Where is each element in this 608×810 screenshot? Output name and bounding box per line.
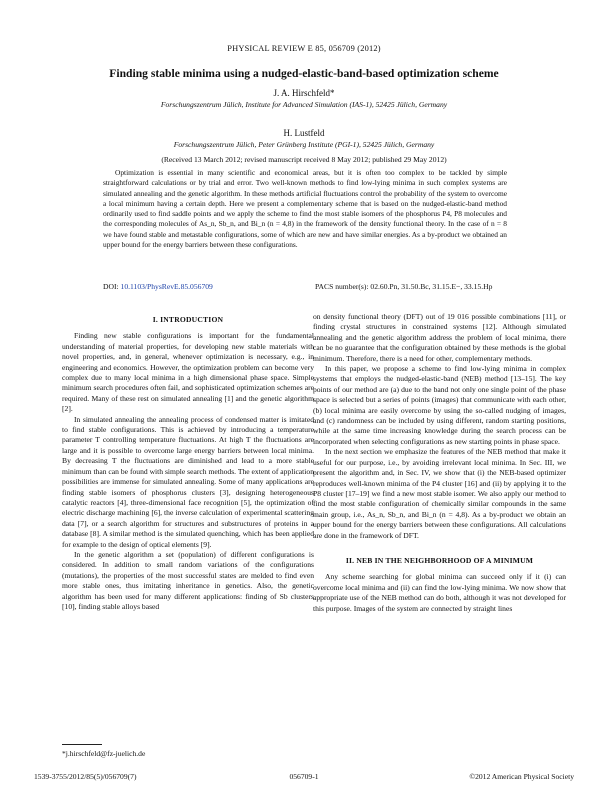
author-affiliation: Forschungszentrum Jülich, Institute for Advanced Simulation (IAS-1), 52425 Jülich, Germany <box>160 100 448 109</box>
paragraph: on density functional theory (DFT) out of 19 016 possible combinations [11], or finding crystal structures in constrained systems [12]. Although simulated annealing and the genetic algorithm address the problem of local minima, there can be no guarantee that the configuration obtained by these methods is the global minimum. Therefore, there is a need for other, complementary methods. <box>313 312 566 363</box>
paragraph: In the next section we emphasize the features of the NEB method that make it useful for our purpose, i.e., by avoiding irrelevant local minima. In Sec. III, we present the algorithm and, in Sec. IV, we show that (i) the NEB-based optimizer reproduces well-known minima of the P4 cluster [16] and (ii) by applying it to the P8 cluster [17–19] we find a new most stable isomer. We also apply our method to find the most stable configuration of chemically similar compounds in the same main group, i.e., As_n, Sb_n, and Bi_n (n = 4,8). As a by-product we obtain an upper bound for the energy barriers between these configurations. All calculations are done in the framework of DFT. <box>313 447 566 540</box>
pacs-numbers: PACS number(s): 02.60.Pn, 31.50.Bc, 31.15.E−, 33.15.Hp <box>315 282 493 291</box>
section-heading: II. NEB IN THE NEIGHBORHOOD OF A MINIMUM <box>345 555 534 565</box>
doi-link[interactable]: 10.1103/PhysRevE.85.056709 <box>120 282 213 291</box>
left-column <box>62 312 314 612</box>
footer-copyright: ©2012 American Physical Society <box>469 772 574 781</box>
right-column <box>313 312 566 614</box>
author-name: H. Lustfeld <box>283 128 325 138</box>
paragraph: In this paper, we propose a scheme to find low-lying minima in complex systems that employs the nudged-elastic-band (NEB) method [13–15]. The key points of our method are (a) due to the band not only one single point of the phase space is selected but a series of points (images) that communicate with each other, (b) local minima are easily overcome by using the so-called nudging of images, and (c) randomness can be included by using different, random starting positions, while at the same time increasing knowledge during the search process can be incorporated when selecting configurations as new starting points in phase space. <box>313 364 566 446</box>
paragraph: Finding new stable configurations is important for the fundamental understanding of material properties, for developing new stable materials with novel properties, and, in general, whenever optimization is necessary, e.g., in engineering and economics. However, the optimization problem can become very complex due to many local minima in a high dimensional phase space. Simple minimum search procedures often fail, and sophisticated optimization schemes are required. Many of these rest on simulated annealing [1] and the genetic algorithm [2]. <box>62 331 314 414</box>
section-heading: I. INTRODUCTION <box>152 315 224 324</box>
footnote-divider <box>62 744 102 745</box>
abstract: Optimization is essential in many scientific and economical areas, but it is often too complex to be tackled by simple straightforward calculations or by trial and error. Two well-known methods to find low-lying minima in such complex systems are simulated annealing and the genetic algorithm. In these methods artificial fluctuations control the probability of the system to overcome a local minimum having a certain depth. Here we present a complementary scheme that is based on the nudged-elastic-band method ordinarily used to find saddle points and we apply the scheme to find the most stable isomers of the phosphorus P4, P8 molecules and the corresponding molecules of As_n, Sb_n, and Bi_n (n = 4,8) in the framework of the density functional theory. In the case of n = 8 we have found stable and metastable configurations, some of which are new and have similar energies. As a by-product we obtained an upper bound for the energy barriers between these configurations. <box>103 168 507 250</box>
footer-issn: 1539-3755/2012/85(5)/056709(7) <box>34 772 137 781</box>
paragraph: In simulated annealing the annealing process of condensed matter is imitated to find stable configurations. This is achieved by introducing a temperature parameter T controlling temperature fluctuations. At high T the fluctuations are large and it is possible to overcome large energy barriers between local minima. By decreasing T the fluctuations are diminished and lead to a more stable minimum than can be found with simple search methods. The extent of application possibilities are immense for simulated annealing. Some of many applications are finding stable isomers of phosphorus clusters [3], designing heterogeneous catalytic reactors [4], three-dimensional face recognition [5], the optimization of electric discharge machining [6], the inverse calculation of experimental scattering data [7], or a search algorithm for structures and substructures of proteins in a database [8]. A similar method is the simulated quenching, which has been applied for example to the design of optical elements [9]. <box>62 414 314 549</box>
footer-page-number: 056709-1 <box>289 772 319 781</box>
footnote-email: *j.hirschfeld@fz-juelich.de <box>62 749 146 758</box>
received-dates: (Received 13 March 2012; revised manuscript received 8 May 2012; published 29 May 2012) <box>161 155 447 164</box>
paragraph: In the genetic algorithm a set (population) of different configurations is considered. In addition to small random variations of the configurations (mutations), the properties of the most successful states are melded to find even more stable ones, thus imitating inheritance in genetics. Also, the genetic algorithm has been used for many different applications: finding of Sb clusters [10], finding stable alloys based <box>62 549 314 611</box>
author-name: J. A. Hirschfeld* <box>273 88 335 98</box>
journal-header: PHYSICAL REVIEW E 85, 056709 (2012) <box>227 44 381 53</box>
doi-pacs-row <box>103 282 507 291</box>
author-affiliation: Forschungszentrum Jülich, Peter Grünberg Institute (PGI-1), 52425 Jülich, Germany <box>173 140 435 149</box>
doi-label: DOI: <box>103 282 119 291</box>
paragraph: Any scheme searching for global minima can succeed only if it (i) can overcome local minima and (ii) can find the low-lying minima. We now show that appropriate use of the NEB method can do both, although it was not developed for this purpose. Images of the system are connected by straight lines <box>313 572 566 613</box>
paper-title: Finding stable minima using a nudged-elastic-band-based optimization scheme <box>109 67 499 80</box>
